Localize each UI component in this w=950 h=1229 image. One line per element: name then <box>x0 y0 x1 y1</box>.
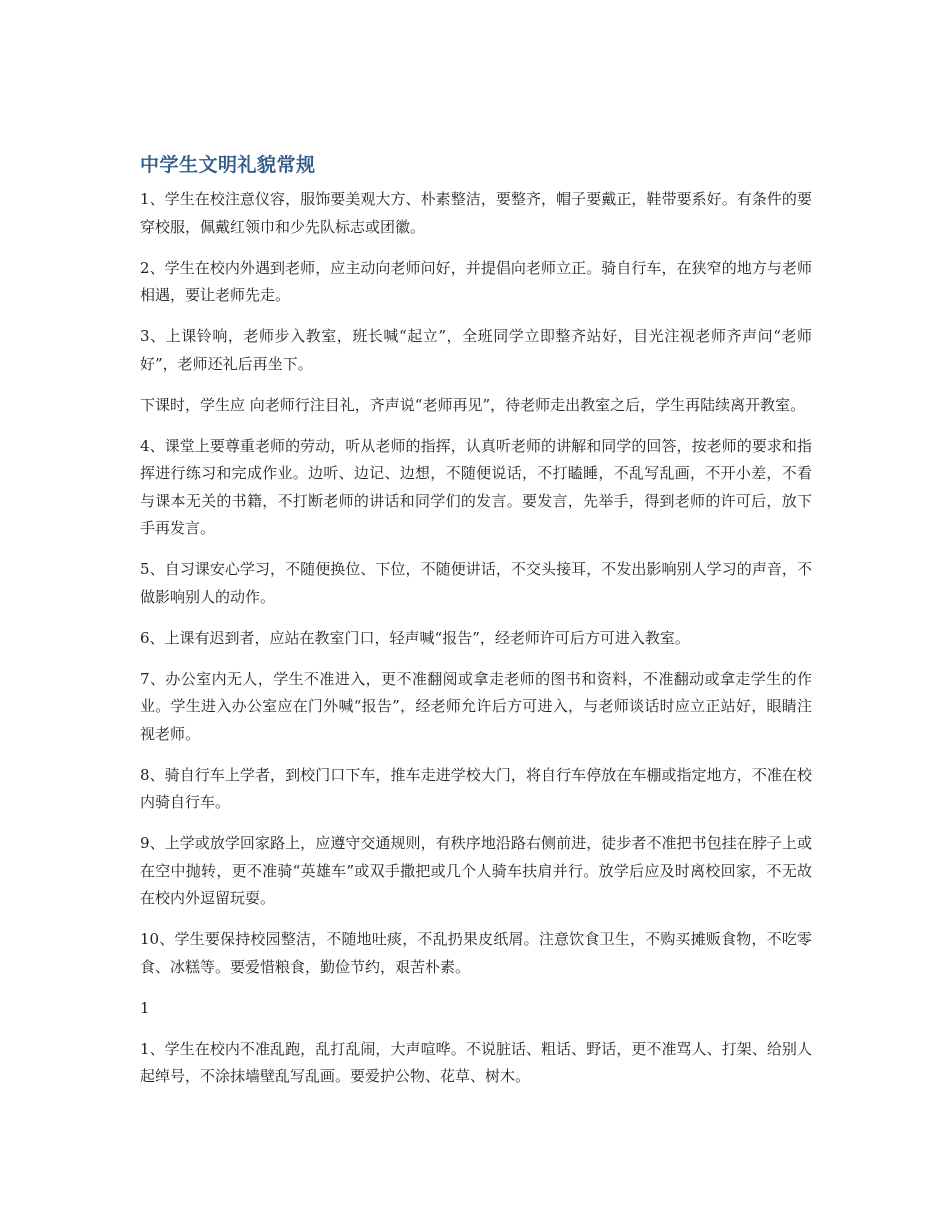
paragraph-rule-8: 8、骑自行车上学者，到校门口下车，推车走进学校大门，将自行车停放在车棚或指定地方，不准在校内骑自行车。 <box>140 765 812 811</box>
paragraph-after-class: 下课时，学生应 向老师行注目礼，齐声说“老师再见”，待老师走出教室之后，学生再陆续离开教室。 <box>140 395 806 414</box>
paragraph-rule-10: 10、学生要保持校园整洁，不随地吐痰，不乱扔果皮纸屑。注意饮食卫生，不购买摊贩食物，不吃零食、冰糕等。要爱惜粮食，勤俭节约，艰苦朴素。 <box>140 930 812 976</box>
document-body <box>140 150 812 1104</box>
section-number: 1 <box>140 998 150 1017</box>
paragraph-rule-3: 3、上课铃响，老师步入教室，班长喊“起立”，全班同学立即整齐站好，目光注视老师齐声问“老师好”，老师还礼后再坐下。 <box>140 327 812 373</box>
paragraph-rule-9: 9、上学或放学回家路上，应遵守交通规则，有秩序地沿路右侧前进，徒步者不准把书包挂在脖子上或在空中抛转，更不准骑“英雄车”或双手撒把或几个人骑车扶肩并行。放学后应及时离校回家，不无故在校内外逗留玩耍。 <box>140 834 812 907</box>
paragraph-section-rule-1: 1、学生在校内不准乱跑，乱打乱闹，大声喧哗。不说脏话、粗话、野话，更不准骂人、打架、给别人起绰号，不涂抹墙壁乱写乱画。要爱护公物、花草、树木。 <box>140 1039 812 1085</box>
paragraph-rule-5: 5、自习课安心学习，不随便换位、下位，不随便讲话，不交头接耳，不发出影响别人学习的声音，不做影响别人的动作。 <box>140 560 812 606</box>
paragraph-rule-7: 7、办公室内无人，学生不准进入，更不准翻阅或拿走老师的图书和资料，不准翻动或拿走学生的作业。学生进入办公室应在门外喊“报告”，经老师允许后方可进入，与老师谈话时应立正站好，眼睛注视老师。 <box>140 669 812 743</box>
paragraph-rule-4: 4、课堂上要尊重老师的劳动，听从老师的指挥，认真听老师的讲解和同学的回答，按老师的要求和指挥进行练习和完成作业。边听、边记、边想，不随便说话，不打瞌睡，不乱写乱画，不开小差，不看与课本无关的书籍，不打断老师的讲话和同学们的发言。要发言，先举手，得到老师的许可后，放下手再发言。 <box>140 436 812 537</box>
paragraph-rule-6: 6、上课有迟到者，应站在教室门口，轻声喊“报告”，经老师许可后方可进入教室。 <box>140 628 690 647</box>
paragraph-rule-2: 2、学生在校内外遇到老师，应主动向老师问好，并提倡向老师立正。骑自行车，在狭窄的地方与老师相遇，要让老师先走。 <box>140 258 812 304</box>
paragraph-rule-1: 1、学生在校注意仪容，服饰要美观大方、朴素整洁，要整齐，帽子要戴正，鞋带要系好。有条件的要穿校服，佩戴红领巾和少先队标志或团徽。 <box>140 190 812 236</box>
document-title: 中学生文明礼貌常规 <box>140 154 316 176</box>
